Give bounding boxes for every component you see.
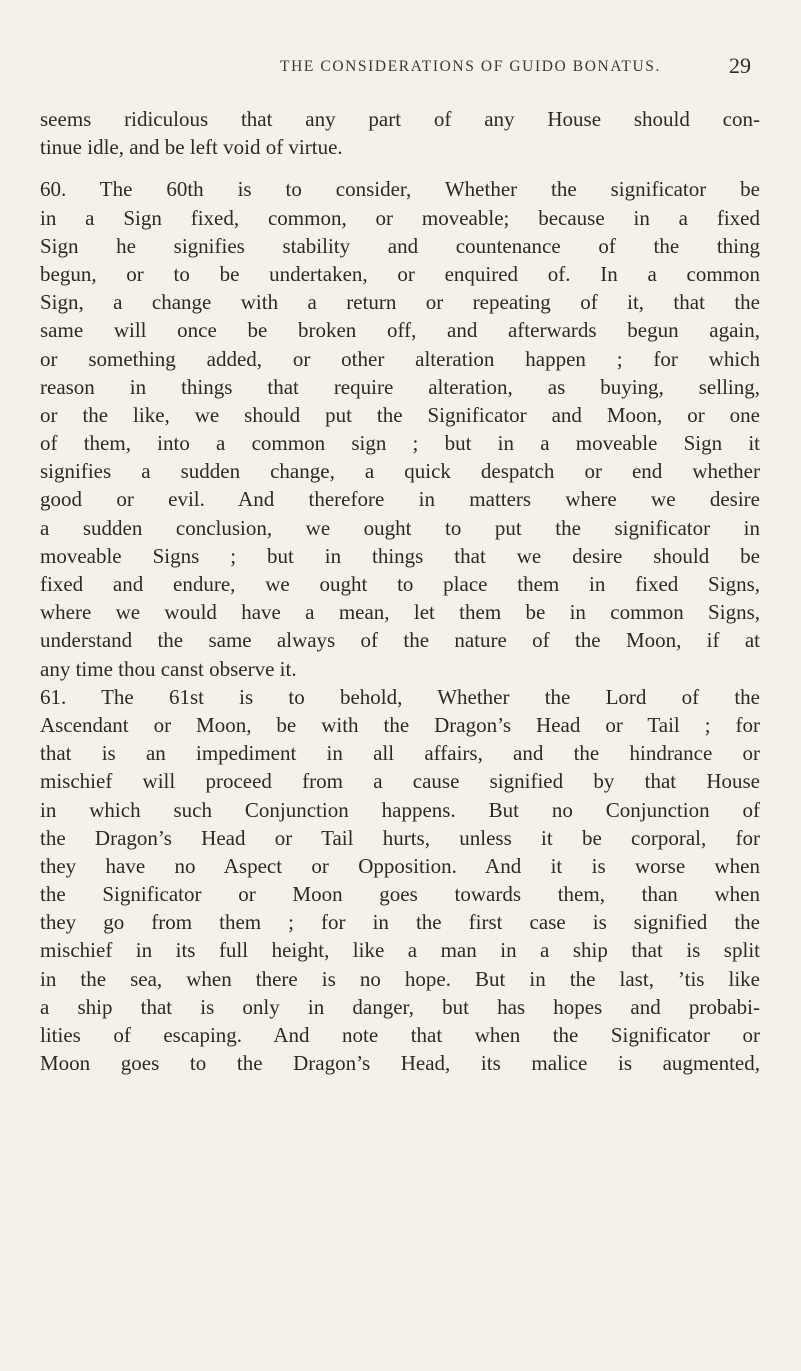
text-line: a sudden conclusion, we ought to put the significator in [40,515,760,540]
text-line: mischief will proceed from a cause signified by that House [40,769,760,794]
paragraph-consideration-61 [40,683,760,1078]
text-line: begun, or to be undertaken, or enquired of. In a common [40,261,760,286]
text-line: signifies a sudden change, a quick despatch or end whether [40,459,760,484]
text-line: Sign, a change with a return or repeating of it, that the [40,290,760,315]
text-line: reason in things that require alteration, as buying, selling, [40,374,760,399]
text-line: they go from them ; for in the first case is signified the [40,910,760,935]
text-line: the Significator or Moon goes towards them, than when [40,882,760,907]
text-line: or the like, we should put the Significator and Moon, or one [40,402,760,427]
text-line: Sign he signifies stability and countenance of the thing [40,233,760,258]
text-line: 61. The 61st is to behold, Whether the Lord of the [40,684,760,709]
text-line: 60. The 60th is to consider, Whether the significator be [40,177,760,202]
text-line: in which such Conjunction happens. But no Conjunction of [40,797,760,822]
text-line: same will once be broken off, and afterwards begun again, [40,318,760,343]
text-line: mischief in its full height, like a man in a ship that is split [40,938,760,963]
text-line: Moon goes to the Dragon’s Head, its malice is augmented, [40,1051,760,1076]
text-line: that is an impediment in all affairs, and the hindrance or [40,741,760,766]
page-number: 29 [729,53,751,78]
text-line: a ship that is only in danger, but has hopes and probabi- [40,994,760,1019]
text-line: the Dragon’s Head or Tail hurts, unless it be corporal, for [40,825,760,850]
text-line: seems ridiculous that any part of any House should con- [40,107,760,131]
text-line: understand the same always of the nature of the Moon, if at [40,628,760,653]
text-line: where we would have a mean, let them be in common Signs, [40,600,760,625]
text-line: fixed and endure, we ought to place them in fixed Signs, [40,572,760,596]
text-line: tinue idle, and be left void of virtue. [40,135,343,160]
text-line: or something added, or other alteration happen ; for which [40,346,760,371]
text-line: in a Sign fixed, common, or moveable; because in a fixed [40,205,760,230]
text-line: in the sea, when there is no hope. But in the last, ’tis like [40,966,760,991]
text-line: of them, into a common sign ; but in a moveable Sign it [40,431,760,456]
text-line: good or evil. And therefore in matters where we desire [40,487,760,512]
body-text [40,105,760,1077]
running-head [0,53,801,84]
text-line: any time thou canst observe it. [40,656,297,681]
text-line: Ascendant or Moon, be with the Dragon’s Head or Tail ; for [40,712,760,737]
text-line: they have no Aspect or Opposition. And it is worse when [40,853,760,878]
paragraph-consideration-60 [40,175,760,682]
paragraph-continuation [40,105,760,161]
running-title: THE CONSIDERATIONS OF GUIDO BONATUS. [280,58,661,75]
text-line: moveable Signs ; but in things that we desire should be [40,543,760,568]
text-line: lities of escaping. And note that when the Significator or [40,1023,760,1047]
